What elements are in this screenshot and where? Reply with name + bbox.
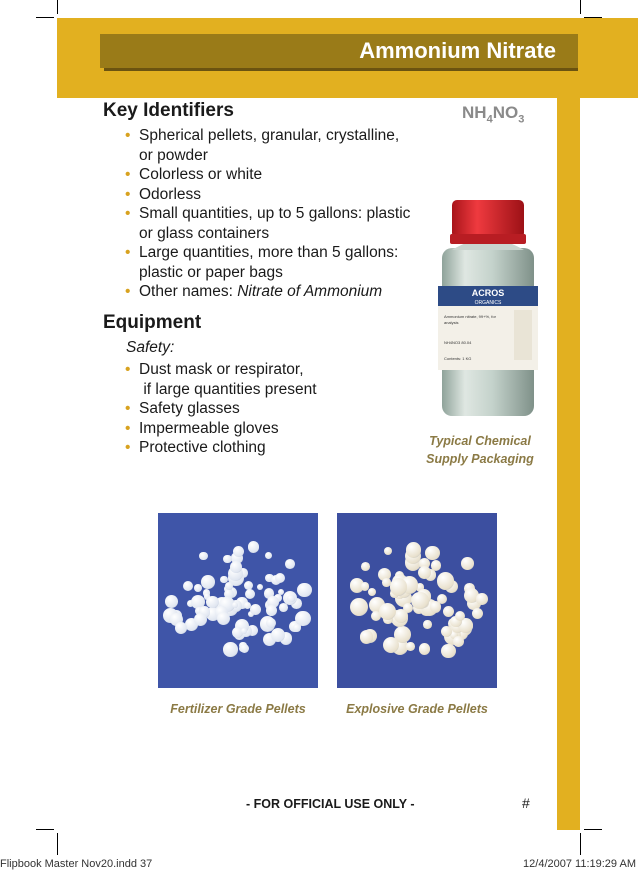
list-item: • Impermeable gloves [125,419,279,437]
pellet [443,606,454,617]
svg-text:Ammonium nitrate, 99+%, for: Ammonium nitrate, 99+%, for [444,314,496,319]
page-number: # [522,795,530,811]
pellet [199,552,207,560]
crop-mark [57,0,58,14]
safety-subheading: Safety: [126,339,175,356]
pellet [423,620,431,628]
svg-text:Contents: 1 KG: Contents: 1 KG [444,356,472,361]
bottle-graphic [430,198,544,424]
explosive-pellets-photo [337,513,497,688]
pellet [194,613,207,626]
official-use-notice: - FOR OFFICIAL USE ONLY - [246,797,415,811]
list-item: • Spherical pellets, granular, crystalline, or powder [125,127,400,164]
pellet [206,596,218,608]
list-item: • Protective clothing [125,439,266,456]
slug-timestamp: 12/4/2007 11:19:29 AM [523,858,636,870]
list-item: • Safety glasses [125,400,240,417]
pellet [217,612,230,625]
pellet [384,547,392,555]
pellet [411,592,429,610]
page-title: Ammonium Nitrate [100,34,578,68]
svg-text:analysis: analysis [444,320,459,325]
pellet [271,628,286,643]
pellet [453,636,464,647]
pellet [285,559,295,569]
explosive-caption: Explosive Grade Pellets [346,702,488,716]
pellet [419,643,431,655]
pellet [230,561,242,573]
pellet [201,575,215,589]
crop-mark [57,833,58,855]
crop-mark [584,829,602,830]
pellet [406,642,415,651]
list-item: • Other names: Nitrate of Ammonium [125,283,383,300]
pellet [165,595,178,608]
chemical-formula: $NH_4NO_3$ [462,103,525,126]
pellet [175,622,187,634]
crop-mark [580,833,581,855]
pellet [245,589,255,599]
pellet [240,644,249,653]
equipment-list [125,360,365,458]
list-item: • Colorless or white [125,166,263,183]
pellet [279,603,288,612]
identifier-list [125,126,425,302]
pellet [293,624,301,632]
list-item: • Small quantities, up to 5 gallons: plastic or glass containers [125,205,411,242]
pellet [223,642,238,657]
fertilizer-caption: Fertilizer Grade Pellets [170,702,306,716]
slug-file-info: Flipbook Master Nov20.indd 37 [0,858,153,870]
svg-text:NH4NO3 80.04: NH4NO3 80.04 [444,340,472,345]
pellet [431,560,442,571]
crop-mark [36,829,54,830]
pellet [250,604,261,615]
pellet [223,555,232,564]
pellet [361,562,370,571]
crop-mark [580,0,581,14]
pellet [275,573,285,583]
pellet [287,595,295,603]
pellet [257,584,263,590]
pellet [265,552,272,559]
list-item: • Large quantities, more than 5 gallons: plastic or paper bags [125,244,399,281]
pellet [437,572,455,590]
fertilizer-pellets-photo [158,513,318,688]
pellet [183,581,193,591]
pellet [368,588,376,596]
pellet [476,593,488,605]
side-band [557,18,580,830]
bottle-caption: Typical Chemical Supply Packaging [426,434,534,466]
crop-mark [36,17,54,18]
pellet [461,557,473,569]
pellet [441,644,456,659]
pellet [248,541,259,552]
list-item: • Odorless [125,185,202,203]
pellet [266,605,277,616]
pellet [225,582,233,590]
title-bar-shadow [104,68,578,71]
pellet [379,603,396,620]
equipment-heading: Equipment [103,312,202,333]
pellet [390,578,408,596]
pellet [406,542,422,558]
pellet [233,546,244,557]
svg-text:ORGANICS: ORGANICS [474,300,502,306]
pellet [297,583,312,598]
chemical-bottle-image [430,198,544,424]
list-item: • Dust mask or respirator, if large quantities present [125,361,317,398]
svg-text:ACROS: ACROS [471,288,505,298]
pellet [472,608,483,619]
pellet [437,594,447,604]
key-identifiers-heading: Key Identifiers [103,100,234,121]
pellet [350,598,368,616]
